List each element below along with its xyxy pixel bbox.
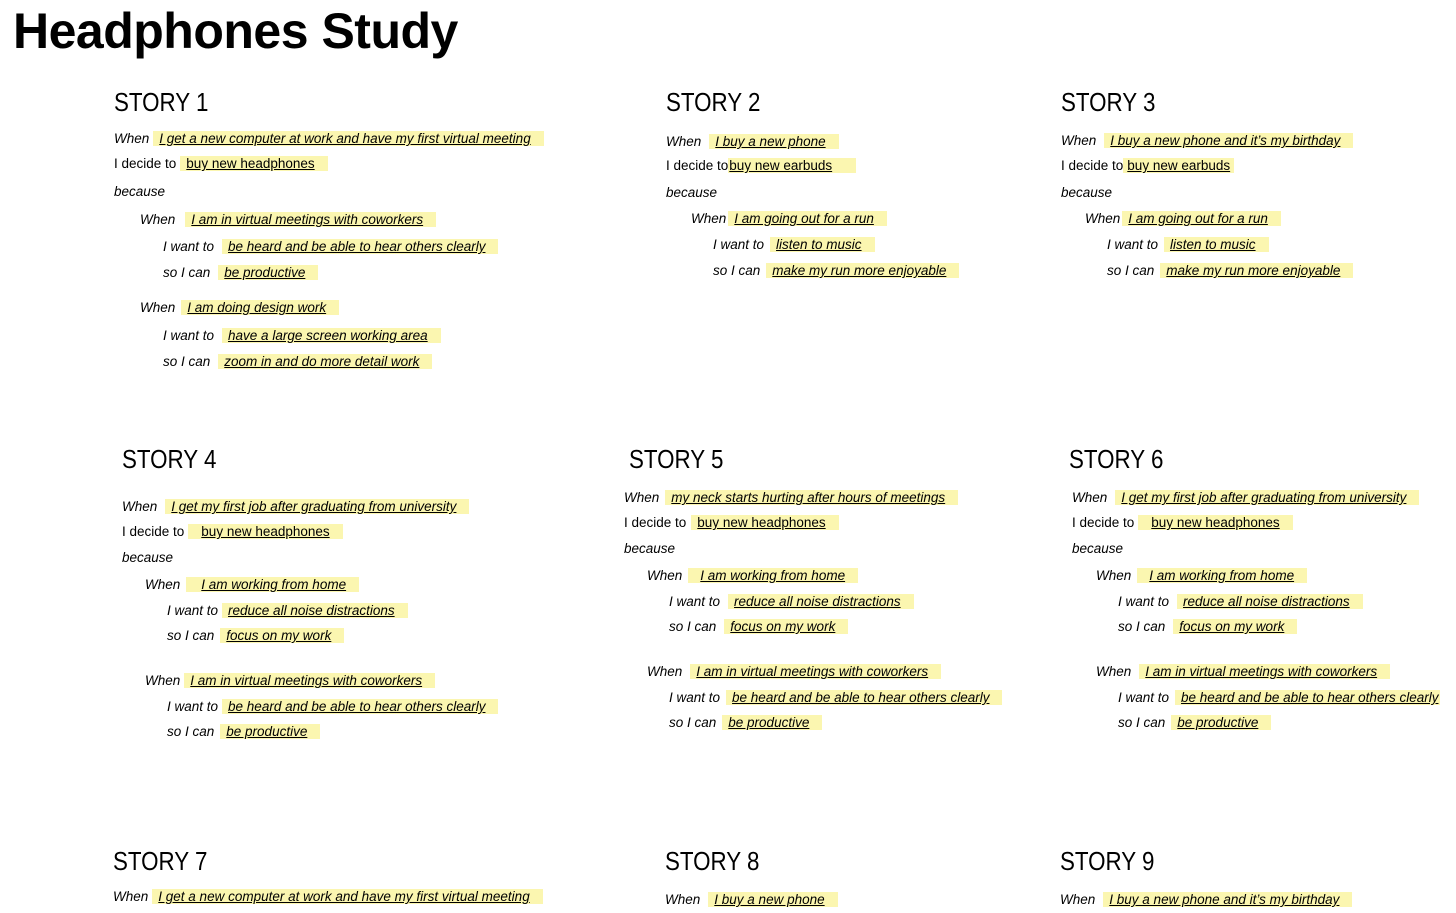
decide-answer: buy new headphones bbox=[1138, 515, 1292, 530]
job-socan-answer: focus on my work bbox=[220, 628, 344, 643]
job-when-row bbox=[647, 663, 941, 680]
job-when-answer: I am working from home bbox=[688, 568, 858, 583]
job-socan-answer: make my run more enjoyable bbox=[766, 263, 959, 278]
job-socan-row bbox=[713, 262, 959, 279]
because-label: because bbox=[666, 185, 718, 200]
job-socan-answer: be productive bbox=[722, 715, 822, 730]
because-row bbox=[1072, 540, 1123, 557]
job-want-row bbox=[713, 236, 875, 253]
when-row bbox=[665, 891, 838, 908]
because-row bbox=[122, 549, 173, 566]
because-label: because bbox=[122, 550, 174, 565]
want-label: I want to bbox=[167, 603, 219, 618]
story-title: STORY 2 bbox=[666, 87, 761, 117]
job-when-answer: I am going out for a run bbox=[728, 211, 887, 226]
story-title: STORY 5 bbox=[629, 444, 724, 474]
when-row bbox=[666, 133, 839, 150]
job-socan-answer: zoom in and do more detail work bbox=[218, 354, 432, 369]
when-label: When bbox=[140, 212, 176, 227]
decide-answer: buy new headphones bbox=[180, 156, 327, 171]
when-label: When bbox=[647, 568, 683, 583]
when-row bbox=[114, 130, 544, 147]
want-label: I want to bbox=[163, 239, 215, 254]
job-want-answer: be heard and be able to hear others clearly bbox=[222, 699, 498, 714]
when-label: When bbox=[1060, 892, 1096, 907]
story-title: STORY 9 bbox=[1060, 846, 1155, 876]
decide-label: I decide to bbox=[624, 515, 687, 530]
when-answer: my neck starts hurting after hours of meetings bbox=[665, 490, 958, 505]
when-label: When bbox=[140, 300, 176, 315]
job-when-row bbox=[145, 672, 435, 689]
job-want-row bbox=[1107, 236, 1269, 253]
want-label: I want to bbox=[163, 328, 215, 343]
decide-row bbox=[666, 157, 856, 174]
job-want-answer: listen to music bbox=[1164, 237, 1269, 252]
because-row bbox=[1061, 184, 1112, 201]
when-row bbox=[1072, 489, 1419, 506]
socan-label: so I can bbox=[1118, 619, 1166, 634]
want-label: I want to bbox=[669, 690, 721, 705]
job-socan-row bbox=[167, 723, 320, 740]
socan-label: so I can bbox=[163, 354, 211, 369]
job-when-answer: I am working from home bbox=[1137, 568, 1307, 583]
when-label: When bbox=[666, 134, 702, 149]
job-want-row bbox=[163, 238, 498, 255]
job-want-answer: be heard and be able to hear others clearly bbox=[222, 239, 498, 254]
job-want-row bbox=[163, 327, 441, 344]
job-want-row bbox=[167, 602, 408, 619]
decide-answer: buy new headphones bbox=[691, 515, 838, 530]
job-when-row bbox=[1096, 567, 1307, 584]
want-label: I want to bbox=[167, 699, 219, 714]
job-socan-answer: be productive bbox=[1171, 715, 1271, 730]
decide-label: I decide to bbox=[114, 156, 177, 171]
story-title: STORY 7 bbox=[113, 846, 208, 876]
when-row bbox=[1060, 891, 1352, 908]
decide-label: I decide to bbox=[1072, 515, 1135, 530]
decide-row bbox=[114, 155, 328, 172]
job-socan-answer: be productive bbox=[218, 265, 318, 280]
job-want-answer: listen to music bbox=[770, 237, 875, 252]
page-title: Headphones Study bbox=[13, 3, 458, 59]
job-socan-row bbox=[163, 264, 318, 281]
decide-row bbox=[1061, 157, 1234, 174]
socan-label: so I can bbox=[1118, 715, 1166, 730]
story-title: STORY 3 bbox=[1061, 87, 1156, 117]
when-label: When bbox=[114, 131, 150, 146]
when-label: When bbox=[113, 889, 149, 904]
job-when-row bbox=[1085, 210, 1281, 227]
decide-row bbox=[122, 523, 343, 540]
when-label: When bbox=[665, 892, 701, 907]
job-want-row bbox=[1118, 593, 1363, 610]
job-socan-row bbox=[163, 353, 432, 370]
because-row bbox=[114, 183, 165, 200]
job-socan-row bbox=[669, 714, 822, 731]
when-label: When bbox=[145, 577, 181, 592]
because-label: because bbox=[1072, 541, 1124, 556]
job-when-row bbox=[140, 211, 436, 228]
job-want-answer: be heard and be able to hear others clearly bbox=[726, 690, 1002, 705]
story-title: STORY 8 bbox=[665, 846, 760, 876]
job-when-answer: I am going out for a run bbox=[1122, 211, 1281, 226]
job-when-row bbox=[647, 567, 858, 584]
job-want-answer: reduce all noise distractions bbox=[728, 594, 914, 609]
want-label: I want to bbox=[1118, 690, 1170, 705]
when-row bbox=[1061, 132, 1353, 149]
job-want-answer: be heard and be able to hear others clearly bbox=[1175, 690, 1440, 705]
job-when-answer: I am in virtual meetings with coworkers bbox=[690, 664, 941, 679]
want-label: I want to bbox=[1107, 237, 1159, 252]
decide-answer: buy new headphones bbox=[188, 524, 342, 539]
when-row bbox=[122, 498, 469, 515]
job-when-row bbox=[140, 299, 339, 316]
job-socan-row bbox=[1118, 618, 1297, 635]
want-label: I want to bbox=[713, 237, 765, 252]
job-when-row bbox=[145, 576, 359, 593]
job-when-answer: I am in virtual meetings with coworkers bbox=[184, 673, 435, 688]
job-socan-answer: focus on my work bbox=[724, 619, 848, 634]
decide-answer: buy new earbuds bbox=[728, 158, 856, 173]
when-label: When bbox=[1085, 211, 1121, 226]
when-answer: I buy a new phone and it’s my birthday bbox=[1103, 892, 1352, 907]
job-socan-answer: make my run more enjoyable bbox=[1160, 263, 1353, 278]
when-row bbox=[624, 489, 958, 506]
job-when-row bbox=[691, 210, 887, 227]
socan-label: so I can bbox=[669, 715, 717, 730]
job-want-answer: have a large screen working area bbox=[222, 328, 441, 343]
decide-label: I decide to bbox=[666, 158, 729, 173]
decide-row bbox=[624, 514, 839, 531]
story-title: STORY 4 bbox=[122, 444, 217, 474]
when-answer: I get a new computer at work and have my first virtual meeting bbox=[152, 889, 542, 904]
when-label: When bbox=[145, 673, 181, 688]
story-title: STORY 1 bbox=[114, 87, 209, 117]
job-when-row bbox=[1096, 663, 1390, 680]
when-answer: I get my first job after graduating from university bbox=[165, 499, 469, 514]
decide-label: I decide to bbox=[122, 524, 185, 539]
when-label: When bbox=[647, 664, 683, 679]
decide-label: I decide to bbox=[1061, 158, 1124, 173]
job-socan-row bbox=[1107, 262, 1353, 279]
job-when-answer: I am in virtual meetings with coworkers bbox=[185, 212, 436, 227]
job-socan-row bbox=[1118, 714, 1271, 731]
because-row bbox=[666, 184, 717, 201]
decide-answer: buy new earbuds bbox=[1123, 158, 1234, 173]
job-want-row bbox=[669, 593, 914, 610]
when-label: When bbox=[691, 211, 727, 226]
job-socan-row bbox=[669, 618, 848, 635]
job-socan-answer: be productive bbox=[220, 724, 320, 739]
socan-label: so I can bbox=[167, 724, 215, 739]
job-want-answer: reduce all noise distractions bbox=[1177, 594, 1363, 609]
job-want-row bbox=[1118, 689, 1440, 706]
job-socan-answer: focus on my work bbox=[1173, 619, 1297, 634]
when-label: When bbox=[1096, 568, 1132, 583]
when-label: When bbox=[624, 490, 660, 505]
when-label: When bbox=[1096, 664, 1132, 679]
when-answer: I buy a new phone and it’s my birthday bbox=[1104, 133, 1353, 148]
when-answer: I get my first job after graduating from university bbox=[1115, 490, 1419, 505]
job-when-answer: I am in virtual meetings with coworkers bbox=[1139, 664, 1390, 679]
decide-row bbox=[1072, 514, 1293, 531]
socan-label: so I can bbox=[1107, 263, 1155, 278]
job-want-row bbox=[669, 689, 1002, 706]
job-want-answer: reduce all noise distractions bbox=[222, 603, 408, 618]
when-label: When bbox=[1072, 490, 1108, 505]
want-label: I want to bbox=[669, 594, 721, 609]
because-label: because bbox=[624, 541, 676, 556]
when-answer: I buy a new phone bbox=[709, 134, 838, 149]
socan-label: so I can bbox=[167, 628, 215, 643]
want-label: I want to bbox=[1118, 594, 1170, 609]
because-label: because bbox=[1061, 185, 1113, 200]
socan-label: so I can bbox=[669, 619, 717, 634]
job-socan-row bbox=[167, 627, 344, 644]
job-want-row bbox=[167, 698, 498, 715]
when-answer: I get a new computer at work and have my first virtual meeting bbox=[153, 131, 543, 146]
socan-label: so I can bbox=[713, 263, 761, 278]
because-label: because bbox=[114, 184, 166, 199]
story-title: STORY 6 bbox=[1069, 444, 1164, 474]
when-label: When bbox=[1061, 133, 1097, 148]
job-when-answer: I am doing design work bbox=[181, 300, 339, 315]
job-when-answer: I am working from home bbox=[186, 577, 359, 592]
socan-label: so I can bbox=[163, 265, 211, 280]
because-row bbox=[624, 540, 675, 557]
when-label: When bbox=[122, 499, 158, 514]
when-row bbox=[113, 888, 543, 905]
when-answer: I buy a new phone bbox=[708, 892, 837, 907]
